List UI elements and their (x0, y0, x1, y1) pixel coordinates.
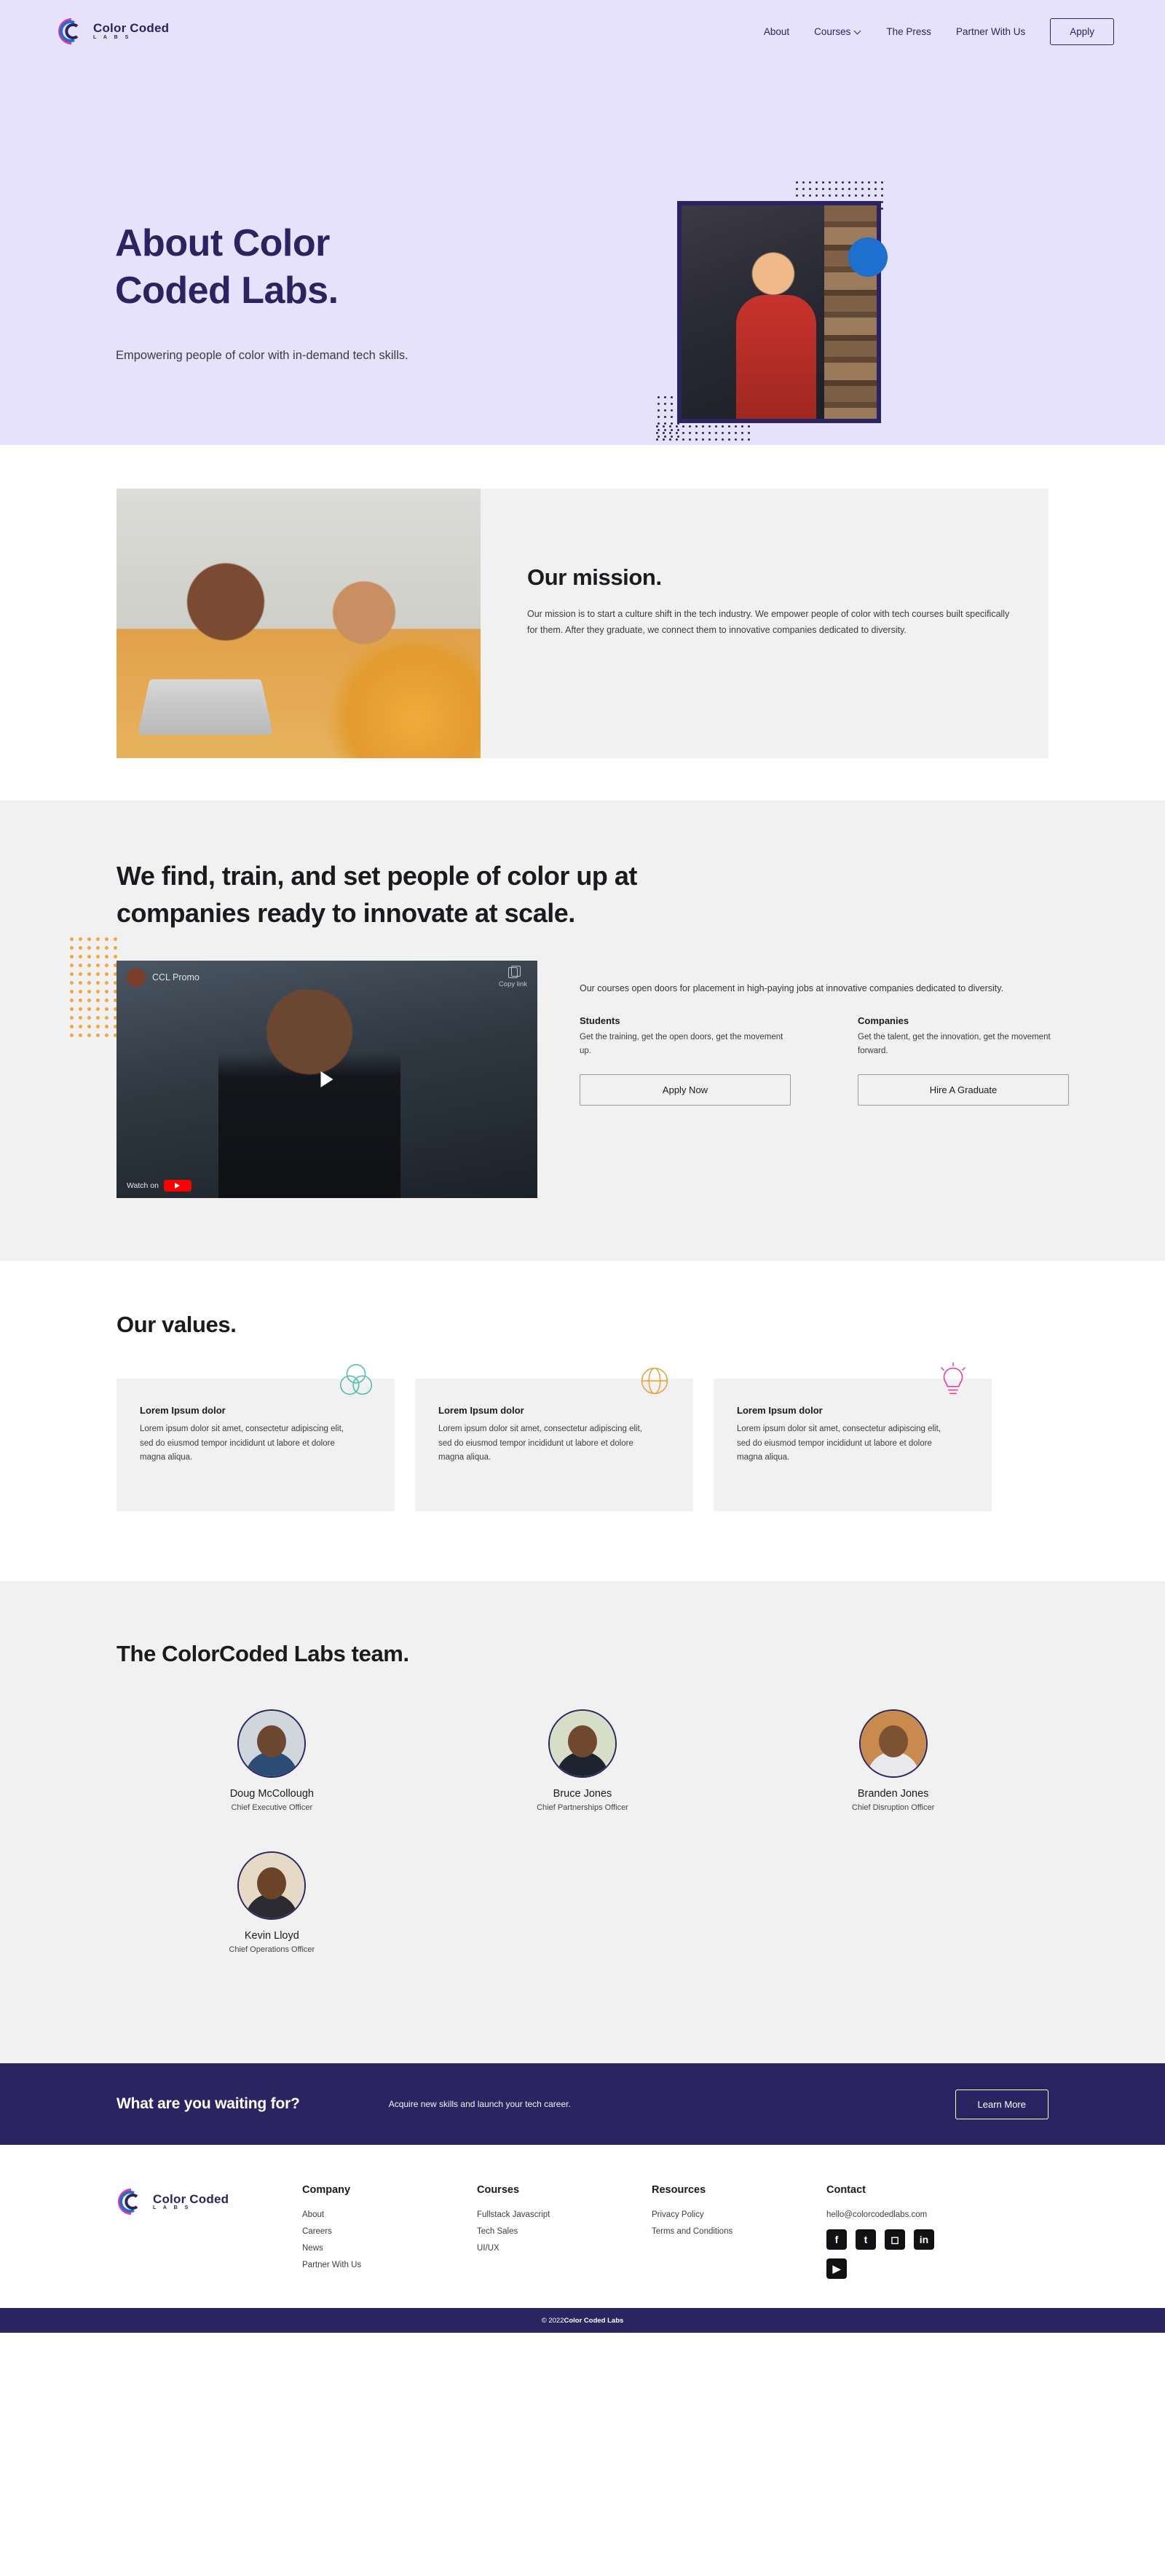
avatar-head (257, 1725, 286, 1757)
hero-subtitle: Empowering people of color with in-demand tech skills. (116, 349, 408, 362)
value-card-heading: Lorem Ipsum dolor (737, 1405, 823, 1417)
footer-contact-heading: Contact (826, 2184, 866, 2197)
avatar (548, 1709, 617, 1778)
mission-card (116, 489, 1048, 758)
nav-link-courses[interactable] (814, 26, 861, 37)
copyright-text: © 2022 (541, 2316, 564, 2325)
laptop-shape (138, 680, 273, 735)
find-train-section (0, 800, 1165, 1261)
blue-circle-decoration (848, 237, 888, 277)
cta-banner (0, 2063, 1165, 2145)
nav-link-the-press[interactable] (886, 26, 931, 37)
nav-link-about-label: About (763, 25, 790, 37)
companies-column (858, 1015, 1069, 1106)
video-title: CCL Promo (152, 972, 200, 983)
companies-body: Get the talent, get the innovation, get the movement forward. (858, 1033, 1051, 1056)
mission-title: Our mission. (527, 564, 662, 590)
footer-contact-email[interactable]: hello@colorcodedlabs.com (826, 2210, 928, 2220)
team-member-role: Chief Partnerships Officer (537, 1803, 628, 1813)
hero-title-line-1: About Color (115, 222, 330, 264)
nav-link-the-press-label: The Press (886, 25, 931, 37)
watch-on-label: Watch on (127, 1181, 159, 1191)
facebook-icon[interactable]: f (826, 2229, 847, 2250)
nav-link-partner-with-us[interactable] (956, 26, 1025, 37)
video-thumbnail-person (218, 990, 400, 1198)
apply-button[interactable]: Apply (1050, 18, 1114, 45)
team-section (0, 1581, 1165, 2063)
learn-more-button[interactable]: Learn More (955, 2089, 1048, 2119)
cta-subtitle: Acquire new skills and launch your tech career. (388, 2099, 571, 2110)
find-train-title: We find, train, and set people of color up at companies ready to innovate at scale. (116, 861, 637, 929)
students-body: Get the training, get the open doors, get the movement up. (580, 1033, 783, 1056)
top-navigation-bar (0, 0, 1165, 63)
value-card (415, 1379, 693, 1511)
avatar (237, 1709, 306, 1778)
footer-company-heading: Company (302, 2184, 351, 2197)
value-card-body: Lorem ipsum dolor sit amet, consectetur adipiscing elit, sed do eiusmod tempor incididunt ut labore et dolore magna aliqua. (438, 1425, 642, 1462)
video-top-bar (116, 961, 537, 994)
hero-section (0, 63, 1165, 445)
logo-title: Color Coded (93, 21, 170, 36)
copy-icon (508, 967, 518, 978)
value-card-heading: Lorem Ipsum dolor (438, 1405, 524, 1417)
find-train-lead: Our courses open doors for placement in high-paying jobs at innovative companies dedicated to diversity. (580, 983, 1004, 994)
footer-link-terms-and-conditions[interactable]: Terms and Conditions (652, 2227, 733, 2237)
dot-pattern-orange (67, 934, 124, 1039)
students-heading: Students (580, 1015, 620, 1027)
mission-body: Our mission is to start a culture shift in the tech industry. We empower people of color with tech courses built specifically for them. After they graduate, we connect them to innovative companies dedicated to diversity. (527, 609, 1010, 635)
promo-video-player[interactable] (116, 961, 537, 1198)
team-member-name: Branden Jones (857, 1788, 929, 1800)
team-member (116, 1851, 427, 1954)
nav-links (764, 18, 1114, 45)
youtube-icon[interactable] (164, 1180, 191, 1192)
footer-link-ui-ux[interactable]: UI/UX (477, 2244, 499, 2253)
team-member-name: Bruce Jones (553, 1788, 612, 1800)
video-channel-avatar (127, 968, 146, 987)
footer-link-tech-sales[interactable]: Tech Sales (477, 2227, 518, 2237)
value-card (116, 1379, 395, 1511)
value-card-body: Lorem ipsum dolor sit amet, consectetur adipiscing elit, sed do eiusmod tempor incididunt ut labore et dolore magna aliqua. (737, 1425, 941, 1462)
footer-link-partner-with-us[interactable]: Partner With Us (302, 2261, 362, 2270)
orange-blur-decoration (320, 642, 481, 758)
avatar-head (257, 1867, 286, 1899)
students-column (580, 1015, 791, 1106)
avatar (859, 1709, 928, 1778)
copyright-bar (0, 2308, 1165, 2333)
footer-resources-heading: Resources (652, 2184, 706, 2197)
team-member (738, 1709, 1048, 1812)
page-title (115, 220, 339, 315)
footer-logo-title: Color Coded (153, 2191, 229, 2206)
mission-section (0, 445, 1165, 800)
team-member-name: Doug McCollough (229, 1788, 314, 1800)
copy-link-button[interactable] (499, 967, 527, 988)
nav-link-partner-label: Partner With Us (955, 25, 1026, 37)
avatar-head (568, 1725, 597, 1757)
team-member-name: Kevin Lloyd (244, 1930, 299, 1942)
social-links (826, 2229, 936, 2279)
hero-title-line-2: Coded Labs. (115, 269, 339, 312)
team-member (427, 1709, 738, 1812)
value-card (714, 1379, 992, 1511)
footer-column-resources (652, 2184, 826, 2279)
play-button[interactable] (321, 1071, 333, 1087)
avatar-head (879, 1725, 908, 1757)
footer-column-courses (477, 2184, 652, 2279)
team-member-role: Chief Operations Officer (229, 1945, 315, 1955)
value-card-body: Lorem ipsum dolor sit amet, consectetur adipiscing elit, sed do eiusmod tempor incididunt ut labore et dolore magna aliqua. (140, 1425, 344, 1462)
apply-now-button[interactable]: Apply Now (580, 1074, 791, 1106)
avatar (237, 1851, 306, 1920)
value-card-heading: Lorem Ipsum dolor (140, 1405, 226, 1417)
logo-subtitle: L A B S (93, 35, 132, 41)
footer-link-about[interactable]: About (302, 2210, 325, 2220)
footer (0, 2145, 1165, 2308)
color-coded-logo-icon (116, 2187, 146, 2216)
footer-link-privacy-policy[interactable]: Privacy Policy (652, 2210, 704, 2220)
team-member-role: Chief Executive Officer (231, 1803, 313, 1813)
values-section (0, 1261, 1165, 1581)
hero-photo (682, 205, 877, 419)
nav-link-courses-label: Courses (814, 25, 851, 37)
footer-logo-subtitle: L A B S (153, 2205, 191, 2211)
cta-title: What are you waiting for? (116, 2095, 300, 2113)
chevron-down-icon (855, 28, 861, 35)
linkedin-icon[interactable]: in (914, 2229, 934, 2250)
footer-link-careers[interactable]: Careers (302, 2227, 332, 2237)
video-bottom-bar (116, 1173, 537, 1198)
twitter-icon[interactable]: t (856, 2229, 876, 2250)
values-title: Our values. (116, 1312, 237, 1338)
site-logo[interactable] (57, 17, 169, 46)
footer-courses-heading: Courses (477, 2184, 520, 2197)
find-train-right-column (580, 961, 1069, 1198)
instagram-icon[interactable]: ◻ (885, 2229, 905, 2250)
nav-link-about[interactable] (764, 26, 789, 37)
team-member-role: Chief Disruption Officer (851, 1803, 935, 1813)
mission-text (481, 489, 1066, 758)
color-coded-logo-icon (57, 17, 86, 46)
lightbulb-icon (932, 1360, 974, 1402)
team-member (116, 1709, 427, 1812)
footer-logo[interactable] (116, 2184, 302, 2279)
footer-link-news[interactable]: News (302, 2244, 323, 2253)
youtube-icon[interactable]: ▶ (826, 2258, 847, 2279)
footer-column-contact (826, 2184, 1045, 2279)
copyright-brand: Color Coded Labs (564, 2316, 624, 2325)
footer-link-fullstack-javascript[interactable]: Fullstack Javascript (477, 2210, 550, 2220)
hire-a-graduate-button[interactable]: Hire A Graduate (858, 1074, 1069, 1106)
copy-link-label: Copy link (498, 980, 527, 988)
footer-column-company (302, 2184, 477, 2279)
team-grid (116, 1709, 1048, 1993)
hero-image-frame (677, 201, 881, 423)
venn-circles-icon (335, 1360, 377, 1402)
team-title: The ColorCoded Labs team. (116, 1641, 409, 1667)
mission-photo (116, 489, 481, 758)
globe-icon (633, 1360, 676, 1402)
companies-heading: Companies (858, 1015, 909, 1027)
